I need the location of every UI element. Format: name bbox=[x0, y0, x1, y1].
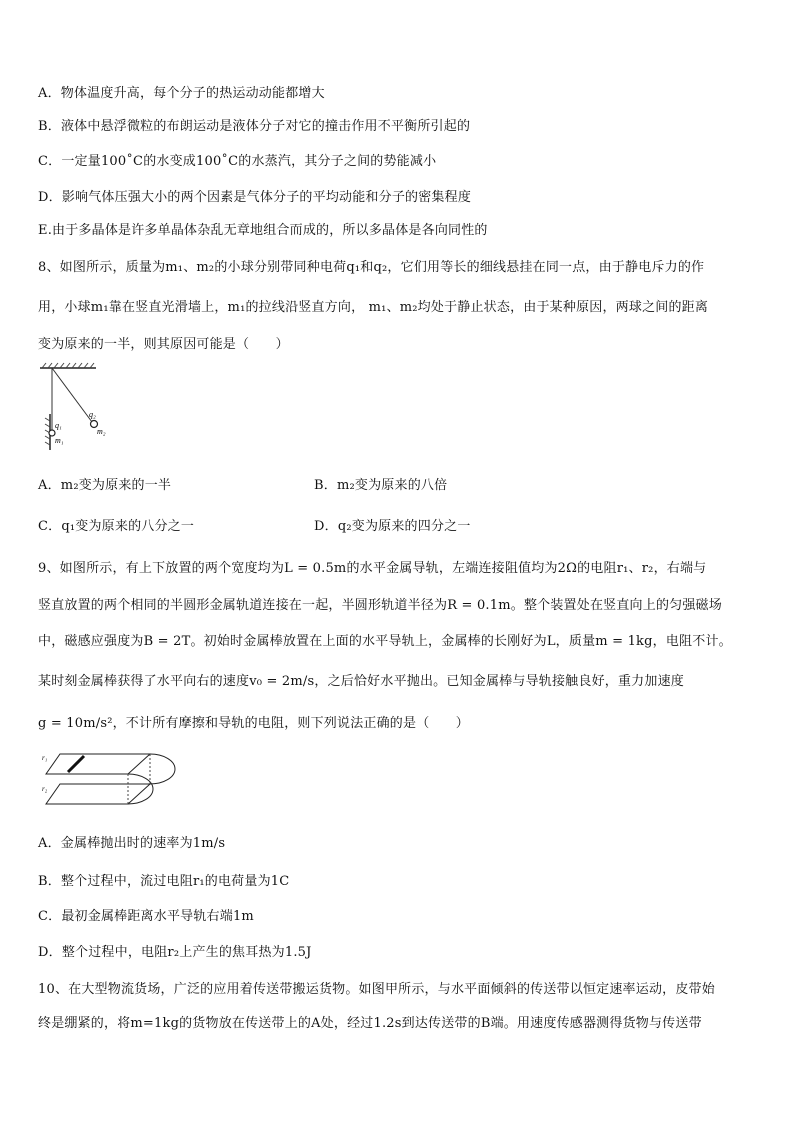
q8-stem-line3: 变为原来的一半，则其原因可能是（ ） bbox=[38, 337, 289, 352]
q8-stem-line2: 用，小球m₁靠在竖直光滑墙上，m₁的拉线沿竖直方向， m₁、m₂均处于静止状态，由于某种原因，两球之间的距离 bbox=[38, 300, 709, 315]
q7-option-b: B．液体中悬浮微粒的布朗运动是液体分子对它的撞击作用不平衡所引起的 bbox=[38, 119, 471, 134]
q9-option-a: A．金属棒抛出时的速率为1m/s bbox=[38, 836, 226, 851]
q1-label: q₁ bbox=[55, 421, 62, 430]
q9-option-c: C．最初金属棒距离水平导轨右端1m bbox=[38, 909, 254, 924]
q8-option-c: C．q₁变为原来的八分之一 bbox=[38, 519, 195, 534]
q7-option-d: D．影响气体压强大小的两个因素是气体分子的平均动能和分子的密集程度 bbox=[38, 190, 472, 205]
q7-option-a: A．物体温度升高，每个分子的热运动动能都增大 bbox=[38, 86, 325, 101]
q8-option-d: D．q₂变为原来的四分之一 bbox=[314, 519, 471, 534]
q9-option-d: D．整个过程中，电阻r₂上产生的焦耳热为1.5J bbox=[38, 945, 312, 960]
q7-option-e: E.由于多晶体是许多单晶体杂乱无章地组合而成的，所以多晶体是各向同性的 bbox=[38, 223, 488, 238]
q8-option-b: B．m₂变为原来的八倍 bbox=[314, 478, 448, 493]
q7-option-c: C．一定量100˚C的水变成100˚C的水蒸汽，其分子之间的势能减小 bbox=[38, 154, 437, 169]
q8-option-a: A．m₂变为原来的一半 bbox=[38, 478, 172, 493]
q9-figure-rails bbox=[40, 746, 190, 812]
q10-stem-line2: 终是绷紧的，将m=1kg的货物放在传送带上的A处，经过1.2s到达传送带的B端。用速度传感器测得货物与传送带 bbox=[38, 1016, 702, 1031]
q10-stem-line1: 10、在大型物流货场，广泛的应用着传送带搬运货物。如图甲所示，与水平面倾斜的传送带以恒定速率运动，皮带始 bbox=[38, 982, 715, 997]
q9-stem-line4: 某时刻金属棒获得了水平向右的速度v₀ = 2m/s，之后恰好水平抛出。已知金属棒与导轨接触良好，重力加速度 bbox=[38, 674, 684, 689]
r2-label: r₂ bbox=[42, 785, 48, 793]
q9-stem-line5: g = 10m/s²，不计所有摩擦和导轨的电阻，则下列说法正确的是（ ） bbox=[38, 716, 470, 731]
q9-stem-line2: 竖直放置的两个相同的半圆形金属轨道连接在一起，半圆形轨道半径为R = 0.1m。整个装置处在竖直向上的匀强磁场 bbox=[38, 598, 722, 613]
q9-option-b: B．整个过程中，流过电阻r₁的电荷量为1C bbox=[38, 874, 290, 889]
q9-stem-line3: 中，磁感应强度为B = 2T。初始时金属棒放置在上面的水平导轨上，金属棒的长刚好为L，质量m = 1kg，电阻不计。 bbox=[38, 634, 732, 649]
q8-stem-line1: 8、如图所示，质量为m₁、m₂的小球分别带同种电荷q₁和q₂，它们用等长的细线悬挂在同一点，由于静电斥力的作 bbox=[38, 260, 705, 275]
m2-label: m₂ bbox=[97, 427, 106, 436]
m1-label: m₁ bbox=[55, 436, 64, 445]
q9-stem-line1: 9、如图所示，有上下放置的两个宽度均为L = 0.5m的水平金属导轨，左端连接阻值均为2Ω的电阻r₁、r₂，右端与 bbox=[38, 561, 707, 576]
q2-label: q₂ bbox=[89, 410, 96, 419]
q8-figure-hanging-charges bbox=[36, 362, 116, 452]
r1-label: r₁ bbox=[42, 754, 48, 762]
